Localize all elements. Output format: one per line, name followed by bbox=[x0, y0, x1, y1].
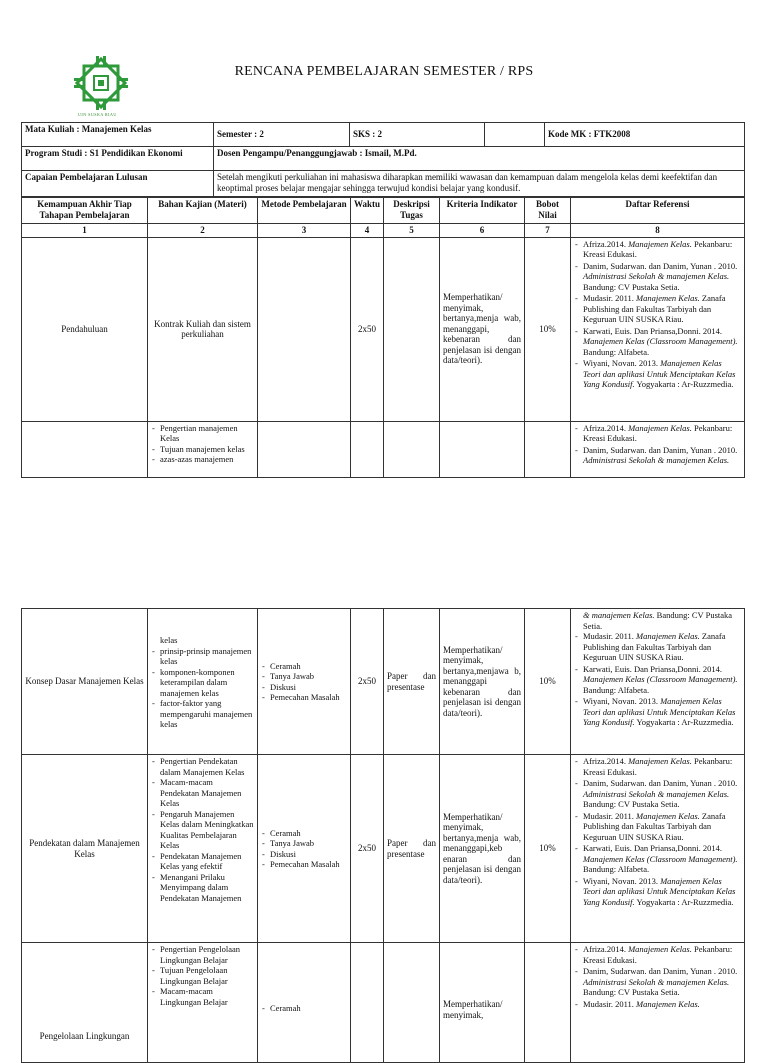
list-item: - Afriza.2014. Manajemen Kelas. Pekanbaru: Kreasi Edukasi. bbox=[583, 756, 741, 777]
metode-cell: - Ceramah - Tanya Jawab - Diskusi - Pemecahan Masalah bbox=[258, 609, 351, 755]
kemampuan-cell: Pendekatan dalam Manajemen Kelas bbox=[22, 755, 148, 943]
kriteria-cell: Memperhatikan/ menyimak, bertanya,menja wab, menanggapi,keb enaran dan penjelasan isi dengan data/teori). bbox=[440, 755, 525, 943]
col-header: Kemampuan Akhir Tiap Tahapan Pembelajaran bbox=[22, 198, 148, 224]
capaian-label: Capaian Pembelajaran Lulusan bbox=[22, 171, 214, 197]
sks: SKS : 2 bbox=[350, 123, 485, 147]
semester: Semester : 2 bbox=[214, 123, 350, 147]
waktu-cell: 2x50 bbox=[351, 755, 384, 943]
list-item: - Mudasir. 2011. Manajemen Kelas. bbox=[583, 999, 741, 1010]
bobot-cell: 10% bbox=[525, 237, 571, 421]
list-item: - Karwati, Euis. Dan Priansa,Donni. 2014. Manajemen Kelas (Classroom Management). Bandung: Alfabeta. bbox=[583, 326, 741, 358]
mata-kuliah: Mata Kuliah : Manajemen Kelas bbox=[22, 123, 214, 147]
rps-table-continued bbox=[21, 608, 745, 1063]
list-item: - Danim, Sudarwan. dan Danim, Yunan . 2010. Administrasi Sekolah & manajemen Kelas. Bandung: CV Pustaka Setia. bbox=[583, 966, 741, 998]
list-item: - Danim, Sudarwan. dan Danim, Yunan . 2010. Administrasi Sekolah & manajemen Kelas. bbox=[583, 445, 741, 466]
kriteria-cell: Memperhatikan/ menyimak, bertanya,menjawa b, menanggapi kebenaran dan penjelasan isi dengan data/teori). bbox=[440, 609, 525, 755]
bahan-cell: - Pengertian Pendekatan dalam Manajemen Kelas - Macam-macam Pendekatan Manajemen Kelas - Pengaruh Manajemen Kelas dalam Meningkatkan Kualitas Pembelajaran Kelas - Pendekatan Manajemen Kelas yang efektif - Menangani Prilaku Menyimpang dalam Pendekatan Manajemen bbox=[148, 755, 258, 943]
col-header: Deskripsi Tugas bbox=[384, 198, 440, 224]
document-page-2 bbox=[0, 608, 768, 1041]
deskripsi-cell: Paper dan presentase bbox=[384, 609, 440, 755]
list-item: - Wiyani, Novan. 2013. Manajemen Kelas Teori dan aplikasi Untuk Menciptakan Kelas Yang Kondusif. Yogyakarta : Ar-Ruzzmedia. bbox=[583, 358, 741, 390]
list-item: - Mudasir. 2011. Manajemen Kelas. Zanafa Publishing dan Fakultas Tarbiyah dan Keguruan UIN SUSKA Riau. bbox=[583, 631, 741, 663]
col-header: Bobot Nilai bbox=[525, 198, 571, 224]
list-item: - Danim, Sudarwan. dan Danim, Yunan . 2010. Administrasi Sekolah & manajemen Kelas. Bandung: CV Pustaka Setia. bbox=[583, 778, 741, 810]
kemampuan-cell: Pendahuluan bbox=[22, 237, 148, 421]
kemampuan-cell: Konsep Dasar Manajemen Kelas bbox=[22, 609, 148, 755]
waktu-cell: 2x50 bbox=[351, 237, 384, 421]
column-number-row: 1 2 3 4 5 6 7 8 bbox=[22, 224, 745, 238]
list-item: - Afriza.2014. Manajemen Kelas. Pekanbaru: Kreasi Edukasi. bbox=[583, 423, 741, 444]
col-header: Daftar Referensi bbox=[571, 198, 745, 224]
university-logo-icon bbox=[70, 52, 132, 114]
document-page-1 bbox=[0, 0, 768, 480]
info-table bbox=[21, 122, 745, 197]
table-row bbox=[22, 237, 745, 421]
table-row bbox=[22, 609, 745, 755]
col-header: Bahan Kajian (Materi) bbox=[148, 198, 258, 224]
table-row bbox=[22, 421, 745, 477]
referensi-cell bbox=[571, 237, 745, 421]
rps-table bbox=[21, 197, 745, 478]
dosen-pengampu: Dosen Pengampu/Penanggungjawab : Ismail, M.Pd. bbox=[214, 147, 745, 171]
table-row bbox=[22, 755, 745, 943]
page-gap bbox=[0, 480, 768, 608]
program-studi: Program Studi : S1 Pendidikan Ekonomi bbox=[22, 147, 214, 171]
waktu-cell: 2x50 bbox=[351, 609, 384, 755]
list-item: - Karwati, Euis. Dan Priansa,Donni. 2014. Manajemen Kelas (Classroom Management). Bandung: Alfabeta. bbox=[583, 843, 741, 875]
referensi-cell bbox=[571, 755, 745, 943]
metode-cell: - Ceramah - Tanya Jawab - Diskusi - Pemecahan Masalah bbox=[258, 755, 351, 943]
bahan-cell: kelas - prinsip-prinsip manajemen kelas - komponen-komponen keterampilan dalam manajemen kelas - factor-faktor yang mempengaruhi manajemen kelas bbox=[148, 609, 258, 755]
table-row bbox=[22, 943, 745, 1063]
kriteria-cell: Memperhatikan/ menyimak, bertanya,menja wab, menanggapi, kebenaran dan penjelasan isi dengan data/teori). bbox=[440, 237, 525, 421]
list-item: - Mudasir. 2011. Manajemen Kelas. Zanafa Publishing dan Fakultas Tarbiyah dan Keguruan UIN SUSKA Riau. bbox=[583, 293, 741, 325]
col-header: Waktu bbox=[351, 198, 384, 224]
list-item: - Wiyani, Novan. 2013. Manajemen Kelas Teori dan aplikasi Untuk Menciptakan Kelas Yang Kondusif. Yogyakarta : Ar-Ruzzmedia. bbox=[583, 876, 741, 908]
list-item: - Afriza.2014. Manajemen Kelas. Pekanbaru: Kreasi Edukasi. bbox=[583, 239, 741, 260]
capaian-text: Setelah mengikuti perkuliahan ini mahasiswa diharapkan memiliki wawasan dan kemampuan dalam mengelola kelas demi keefektifan dan keoptimal proses belajar mengajar sehingga terwujud kondisi belajar yang kondusif. bbox=[214, 171, 745, 197]
referensi-cell bbox=[571, 943, 745, 1063]
bobot-cell: 10% bbox=[525, 755, 571, 943]
list-item: - Wiyani, Novan. 2013. Manajemen Kelas Teori dan aplikasi Untuk Menciptakan Kelas Yang Kondusif. Yogyakarta : Ar-Ruzzmedia. bbox=[583, 696, 741, 728]
metode-cell: - Ceramah bbox=[258, 943, 351, 1063]
list-item: - Danim, Sudarwan. dan Danim, Yunan . 2010. Administrasi Sekolah & manajemen Kelas. Bandung: CV Pustaka Setia. bbox=[583, 261, 741, 293]
referensi-cell bbox=[571, 421, 745, 477]
logo-caption: UIN SUSKA RIAU bbox=[78, 112, 117, 117]
list-item: - Karwati, Euis. Dan Priansa,Donni. 2014. Manajemen Kelas (Classroom Management). Bandung: Alfabeta. bbox=[583, 664, 741, 696]
kode-mk: Kode MK : FTK2008 bbox=[545, 123, 745, 147]
col-header: Metode Pembelajaran bbox=[258, 198, 351, 224]
kriteria-cell: Memperhatikan/ menyimak, bbox=[440, 943, 525, 1063]
column-header-row bbox=[22, 198, 745, 224]
page-title: RENCANA PEMBELAJARAN SEMESTER / RPS bbox=[234, 64, 534, 79]
referensi-cell: & manajemen Kelas. Bandung: CV Pustaka Setia. - Mudasir. 2011. Manajemen Kelas. Zanafa Publishing dan Fakultas Tarbiyah dan Keguruan UIN SUSKA Riau. - Karwati, Euis. Dan Priansa,Donni. 2014. Manajemen Kelas (Classroom Management). Bandung: Alfabeta. - Wiyani, Novan. 2013. Manajemen Kelas Teori dan aplikasi Untuk Menciptakan Kelas Yang Kondusif. Yogyakarta : Ar-Ruzzmedia. bbox=[571, 609, 745, 755]
list-item: - Mudasir. 2011. Manajemen Kelas. Zanafa Publishing dan Fakultas Tarbiyah dan Keguruan UIN SUSKA Riau. bbox=[583, 811, 741, 843]
kemampuan-cell: Pengelolaan Lingkungan bbox=[22, 943, 148, 1063]
bobot-cell: 10% bbox=[525, 609, 571, 755]
bahan-cell: - Pengertian manajemen Kelas - Tujuan manajemen kelas - azas-azas manajemen bbox=[148, 421, 258, 477]
bahan-cell: Kontrak Kuliah dan sistem perkuliahan bbox=[148, 237, 258, 421]
list-item: - Afriza.2014. Manajemen Kelas. Pekanbaru: Kreasi Edukasi. bbox=[583, 944, 741, 965]
col-header: Kriteria Indikator bbox=[440, 198, 525, 224]
bahan-cell: - Pengertian Pengelolaan Lingkungan Belajar - Tujuan Pengelolaan Lingkungan Belajar - Macam-macam Lingkungan Belajar bbox=[148, 943, 258, 1063]
deskripsi-cell: Paper dan presentase bbox=[384, 755, 440, 943]
